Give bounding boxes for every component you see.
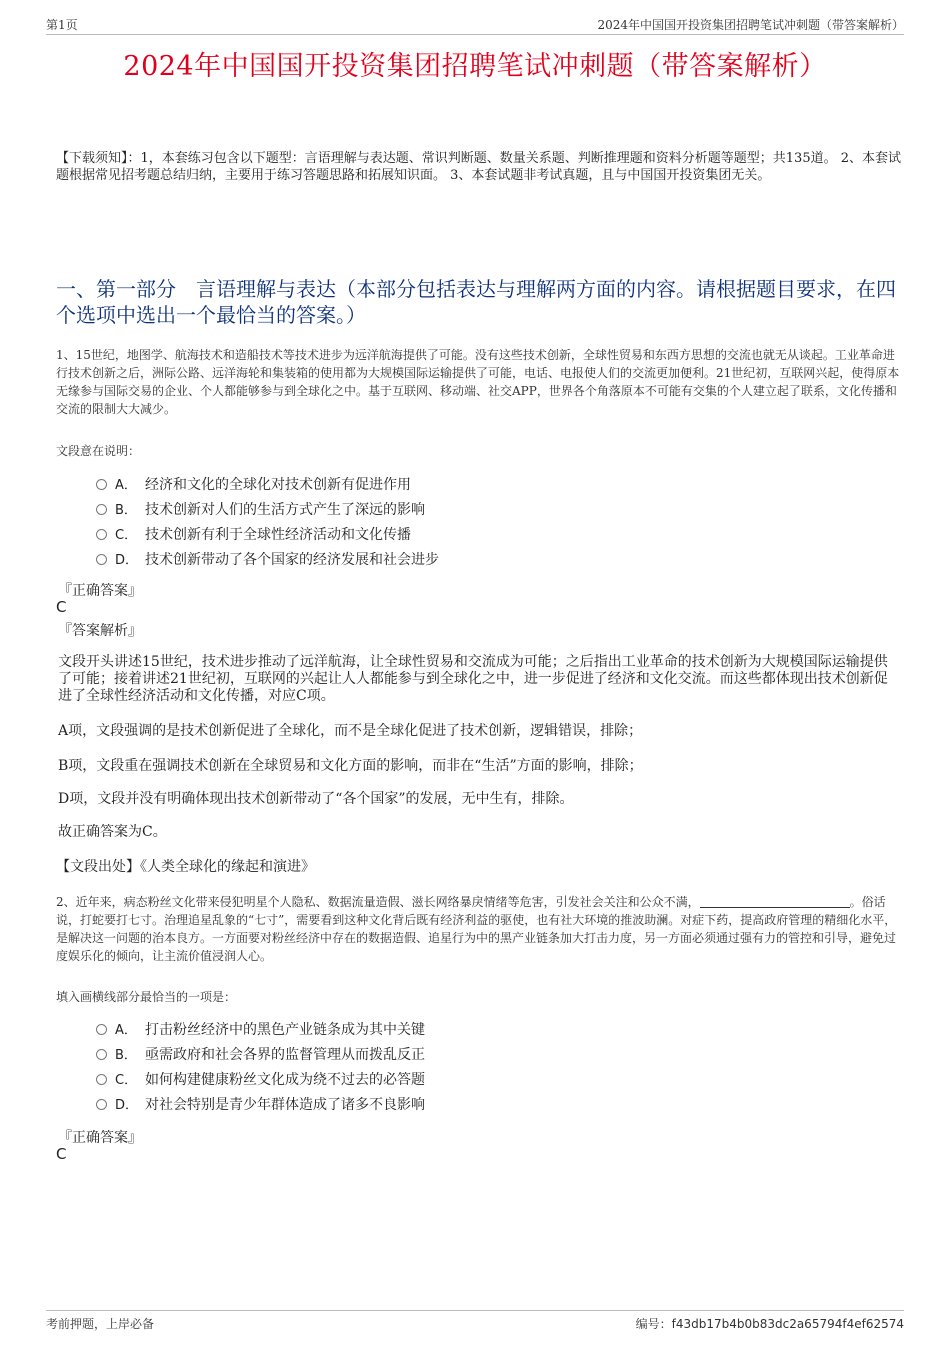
option-b[interactable]: B． 技术创新对人们的生活方式产生了深远的影响 [96, 498, 796, 523]
radio-circle-icon[interactable] [96, 1099, 107, 1110]
correct-answer-value: C [56, 598, 67, 616]
header-doc-title: 2024年中国国开投资集团招聘笔试冲刺题（带答案解析） [597, 18, 904, 32]
question-2-prompt: 填入画横线部分最恰当的一项是： [56, 990, 237, 1004]
option-a[interactable]: A． 经济和文化的全球化对技术创新有促进作用 [96, 473, 796, 498]
option-c[interactable]: C． 如何构建健康粉丝文化成为绕不过去的必答题 [96, 1068, 796, 1093]
radio-circle-icon[interactable] [96, 554, 107, 565]
footer-slogan: 考前押题，上岸必备 [46, 1317, 155, 1331]
page-footer [46, 1310, 904, 1333]
reason-d: D项，文段并没有明确体现出技术创新带动了“各个国家”的发展，无中生有，排除。 [58, 791, 574, 807]
page-number: 第1页 [46, 18, 78, 32]
radio-circle-icon[interactable] [96, 479, 107, 490]
reason-a: A项，文段强调的是技术创新促进了全球化，而不是全球化促进了技术创新，逻辑错误，排除； [58, 723, 643, 739]
question-1-text: 1、15世纪，地图学、航海技术和造船技术等技术进步为远洋航海提供了可能。没有这些技术创新，全球性贸易和东西方思想的交流也就无从谈起。工业革命进行技术创新之后，洲际公路、远洋海轮和集装箱的使用都为大规模国际运输提供了可能，电话、电报使人们的交流更加便利。21世纪初，互联网兴起，使得原本无缘参与国际交易的企业、个人都能够参与到全球化之中。基于互联网、移动端、社交APP，世界各个角落原本不可能有交集的个人建立起了联系，文化传播和交流的限制大大减少。 [56, 348, 900, 416]
passage-source: 【文段出处】《人类全球化的缘起和演进》 [56, 859, 315, 875]
question-1-options [96, 473, 796, 573]
section-heading: 一、第一部分 言语理解与表达（本部分包括表达与理解两方面的内容。请根据题目要求，在四个选项中选出一个最恰当的答案。） [56, 277, 896, 327]
correct-answer-label: 『正确答案』 [58, 583, 142, 599]
question-2-options [96, 1018, 796, 1118]
radio-circle-icon[interactable] [96, 504, 107, 515]
correct-answer-value: C [56, 1145, 67, 1163]
document-title: 2024年中国国开投资集团招聘笔试冲刺题（带答案解析） [123, 51, 827, 82]
option-b[interactable]: B． 亟需政府和社会各界的监督管理从而拨乱反正 [96, 1043, 796, 1068]
option-a[interactable]: A． 打击粉丝经济中的黑色产业链条成为其中关键 [96, 1018, 796, 1043]
page-header [46, 14, 904, 35]
document-code: 编号：f43db17b4b0b83dc2a65794f4ef62574 [635, 1317, 904, 1331]
reason-b: B项，文段重在强调技术创新在全球贸易和文化方面的影响，而非在“生活”方面的影响，排除； [58, 758, 643, 774]
radio-circle-icon[interactable] [96, 529, 107, 540]
answer-analysis: 文段开头讲述15世纪，技术进步推动了远洋航海，让全球性贸易和交流成为可能；之后指出工业革命的技术创新为大规模国际运输提供了可能；接着讲述21世纪初，互联网的兴起让人人都能参与到全球化之中，进一步促进了经济和文化交流。而这些都体现出技术创新促进了全球性经济活动和文化传播，对应C项。 [58, 654, 888, 704]
option-c[interactable]: C． 技术创新有利于全球性经济活动和文化传播 [96, 523, 796, 548]
conclusion: 故正确答案为C。 [58, 824, 167, 840]
option-d[interactable]: D． 对社会特别是青少年群体造成了诸多不良影响 [96, 1093, 796, 1118]
fill-in-blank [700, 895, 850, 908]
download-notice: 【下载须知】：1，本套练习包含以下题型：言语理解与表达题、常识判断题、数量关系题、判断推理题和资料分析题等题型；共135道。 2、本套试题根据常见招考题总结归纳，主要用于练习答题思路和拓展知识面。 3、本套试题非考试真题，且与中国国开投资集团无关。 [56, 151, 901, 183]
question-2-text: 2、近年来，病态粉丝文化带来侵犯明星个人隐私、数据流量造假、滋长网络暴戾情绪等危害，引发社会关注和公众不满， 。俗话说，打蛇要打七寸。治理追星乱象的“七寸”，需要看到这种文化背后既有经济利益的驱使，也有社大环境的推波助澜。对症下药，提高政府管理的精细化水平，是解决这一问题的治本良方。一方面要对粉丝经济中存在的数据造假、追星行为中的黑产业链条加大打击力度，另一方面必须通过强有力的管控和引导，避免过度娱乐化的倾向，让主流价值浸润人心。 [56, 895, 897, 963]
analysis-label: 『答案解析』 [58, 623, 142, 639]
question-1-prompt: 文段意在说明： [56, 444, 141, 458]
radio-circle-icon[interactable] [96, 1049, 107, 1060]
correct-answer-label: 『正确答案』 [58, 1130, 142, 1146]
radio-circle-icon[interactable] [96, 1024, 107, 1035]
option-d[interactable]: D． 技术创新带动了各个国家的经济发展和社会进步 [96, 548, 796, 573]
radio-circle-icon[interactable] [96, 1074, 107, 1085]
